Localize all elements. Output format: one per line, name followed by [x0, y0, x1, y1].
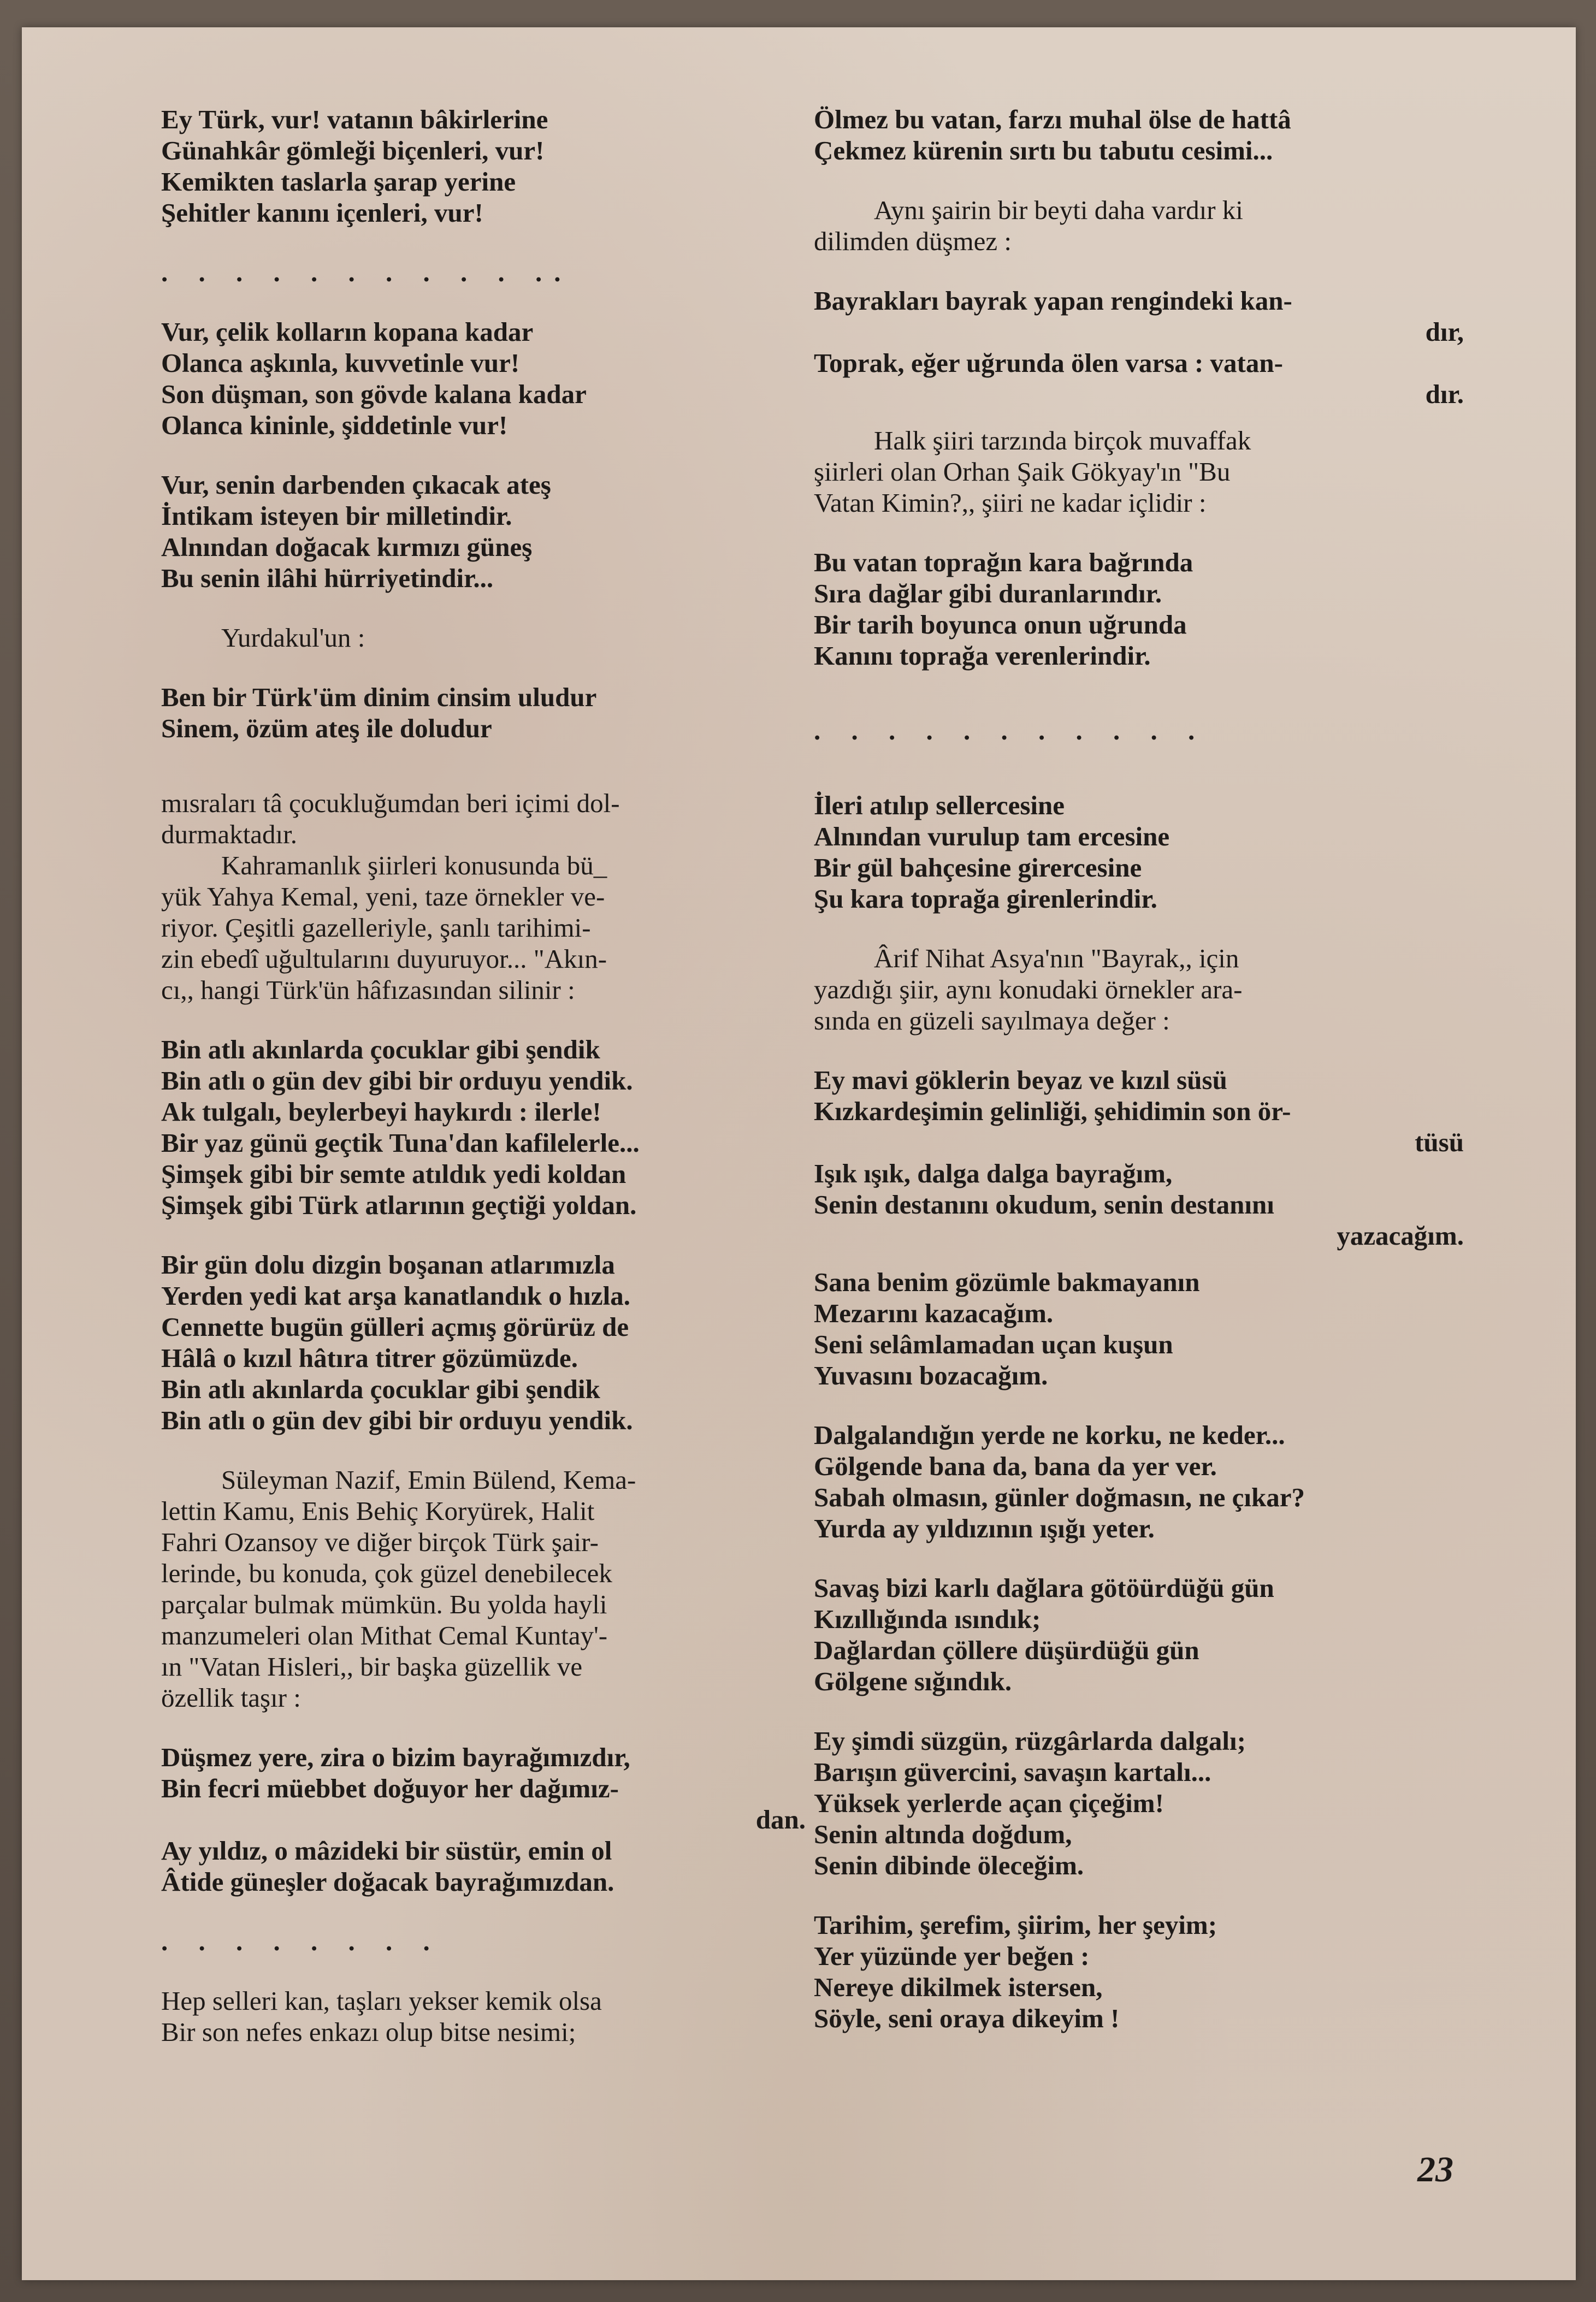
poem-line: Kızıllığında ısındık;: [814, 1604, 1041, 1634]
prose-line: özellik taşır :: [161, 1683, 301, 1713]
poem-line: Senin destanını okudum, senin destanını: [814, 1190, 1274, 1220]
poem-line: Bir gün dolu dizgin boşanan atlarımızla: [161, 1250, 615, 1280]
left-column: [161, 104, 806, 2047]
section-dots: . . . . . . . . . . ..: [161, 257, 573, 287]
poem-stanza: [161, 1985, 806, 2047]
poem-line: Ey mavi göklerin beyaz ve kızıl süsü: [814, 1065, 1227, 1095]
poem-stanza: [814, 547, 1464, 671]
poem-stanza: [814, 285, 1464, 410]
prose-line: Fahri Ozansoy ve diğer birçok Türk şair-: [161, 1527, 599, 1557]
poem-line: Yurda ay yıldızının ışığı yeter.: [814, 1513, 1155, 1543]
prose-line: yazdığı şiir, aynı konudaki örnekler ara-: [814, 974, 1243, 1004]
poem-line: Alnından vurulup tam ercesine: [814, 821, 1170, 851]
poem-stanza: [814, 1064, 1464, 1251]
prose-line: lettin Kamu, Enis Behiç Koryürek, Halit: [161, 1496, 595, 1526]
prose-line: ın "Vatan Hisleri,, bir başka güzellik ve: [161, 1652, 583, 1682]
poem-line: Bin fecri müebbet doğuyor her dağımız-: [161, 1773, 619, 1803]
poem-line: İntikam isteyen bir milletindir.: [161, 501, 512, 531]
prose-line: Yurdakul'un :: [221, 623, 365, 653]
poem-line: Hâlâ o kızıl hâtıra titrer gözümüzde.: [161, 1343, 578, 1373]
poem-line: Nereye dikilmek istersen,: [814, 1972, 1103, 2002]
poem-stanza: [814, 1725, 1464, 1881]
poem-line: Bin atlı o gün dev gibi bir orduyu yendik.: [161, 1066, 633, 1096]
poem-line: Gölgende bana da, bana da yer ver.: [814, 1451, 1217, 1481]
poem-stanza: [161, 104, 806, 228]
poem-line: Son düşman, son gövde kalana kadar: [161, 379, 587, 409]
poem-line: Çekmez kürenin sırtı bu tabutu cesimi...: [814, 135, 1273, 165]
prose-line: Ârif Nihat Asya'nın "Bayrak,, için: [874, 943, 1239, 973]
poem-line: Bir yaz günü geçtik Tuna'dan kafilelerle...: [161, 1128, 640, 1158]
poem-line: Senin dibinde öleceğim.: [814, 1850, 1084, 1880]
poem-line: Ölmez bu vatan, farzı muhal ölse de hattâ: [814, 104, 1291, 134]
poem-stanza: [814, 1572, 1464, 1697]
poem-line: tüsü: [1415, 1127, 1464, 1157]
poem-line: dır.: [1425, 379, 1464, 409]
right-column: [814, 104, 1464, 2034]
poem-line: Sinem, özüm ateş ile doludur: [161, 713, 492, 743]
poem-line: Şu kara toprağa girenlerindir.: [814, 884, 1157, 914]
poem-line: Dağlardan çöllere düşürdüğü gün: [814, 1635, 1199, 1665]
poem-line: Olanca kininle, şiddetinle vur!: [161, 410, 508, 440]
poem-line: Yerden yedi kat arşa kanatlandık o hızla.: [161, 1281, 630, 1311]
poem-line: Savaş bizi karlı dağlara götöürdüğü gün: [814, 1573, 1274, 1603]
poem-line: Seni selâmlamadan uçan kuşun: [814, 1329, 1173, 1359]
poem-line: Toprak, eğer uğrunda ölen varsa : vatan-: [814, 348, 1283, 378]
poem-line: İleri atılıp sellercesine: [814, 790, 1065, 820]
prose-paragraph: [814, 194, 1464, 257]
prose-line: manzumeleri olan Mithat Cemal Kuntay'-: [161, 1620, 608, 1650]
poem-line: yazacağım.: [1337, 1221, 1464, 1251]
poem-line: Hep selleri kan, taşları yekser kemik olsa: [161, 1986, 602, 2016]
prose-line: durmaktadır.: [161, 819, 298, 849]
poem-line: Bayrakları bayrak yapan rengindeki kan-: [814, 286, 1292, 316]
poem-line: Yüksek yerlerde açan çiçeğim!: [814, 1788, 1164, 1818]
prose-line: Vatan Kimin?,, şiiri ne kadar içlidir :: [814, 488, 1207, 518]
poem-stanza: [161, 682, 806, 744]
poem-line: Bin atlı akınlarda çocuklar gibi şendik: [161, 1374, 600, 1404]
prose-line: şiirleri olan Orhan Şaik Gökyay'ın "Bu: [814, 457, 1231, 487]
poem-line: Mezarını kazacağım.: [814, 1298, 1054, 1328]
poem-stanza: [161, 469, 806, 594]
poem-stanza: [161, 316, 806, 441]
poem-line: Söyle, seni oraya dikeyim !: [814, 2003, 1120, 2033]
poem-line: Vur, çelik kolların kopana kadar: [161, 317, 534, 347]
poem-line: Ey Türk, vur! vatanın bâkirlerine: [161, 104, 548, 134]
poem-line: Sana benim gözümle bakmayanın: [814, 1267, 1200, 1297]
poem-line: Âtide güneşler doğacak bayrağımızdan.: [161, 1867, 614, 1897]
section-dots: . . . . . . . .: [161, 1926, 442, 1956]
prose-line: Halk şiiri tarzında birçok muvaffak: [874, 425, 1251, 455]
poem-stanza: [814, 1909, 1464, 2034]
prose-line: Aynı şairin bir beyti daha vardır ki: [874, 195, 1243, 225]
poem-line: Tarihim, şerefim, şiirim, her şeyim;: [814, 1910, 1217, 1940]
poem-line: Ay yıldız, o mâzideki bir süstür, emin ol: [161, 1836, 612, 1866]
poem-line: Kanını toprağa verenlerindir.: [814, 641, 1151, 671]
poem-line: Şehitler kanını içenleri, vur!: [161, 198, 483, 228]
poem-line: Sabah olmasın, günler doğmasın, ne çıkar?: [814, 1482, 1305, 1512]
poem-line: Bu senin ilâhi hürriyetindir...: [161, 563, 494, 593]
poem-stanza: [814, 1267, 1464, 1391]
prose-line: Süleyman Nazif, Emin Bülend, Kema-: [221, 1465, 636, 1495]
prose-paragraph: [814, 943, 1464, 1036]
poem-line: Cennette bugün gülleri açmış görürüz de: [161, 1312, 629, 1342]
poem-line: Ak tulgalı, beylerbeyi haykırdı : ilerle!: [161, 1097, 601, 1127]
poem-line: Şimşek gibi Türk atlarının geçtiği yoldan.: [161, 1190, 637, 1220]
poem-line: dır,: [1425, 317, 1464, 347]
prose-line: parçalar bulmak mümkün. Bu yolda hayli: [161, 1589, 607, 1619]
poem-line: Günahkâr gömleği biçenleri, vur!: [161, 135, 545, 165]
prose-line: lerinde, bu konuda, çok güzel denebilecek: [161, 1558, 612, 1588]
poem-stanza: [161, 1249, 806, 1436]
poem-line: Kemikten taslarla şarap yerine: [161, 167, 516, 197]
prose-paragraph: [161, 622, 806, 653]
poem-stanza: [814, 790, 1464, 914]
page-number: 23: [1417, 2150, 1453, 2189]
prose-line: cı,, hangi Türk'ün hâfızasından silinir :: [161, 975, 575, 1005]
poem-line: Bir son nefes enkazı olup bitse nesimi;: [161, 2017, 576, 2047]
prose-line: dilimden düşmez :: [814, 226, 1012, 256]
poem-line: dan.: [755, 1804, 806, 1835]
poem-line: Barışın güvercini, savaşın kartalı...: [814, 1757, 1211, 1787]
poem-line: Bir tarih boyunca onun uğrunda: [814, 609, 1187, 640]
poem-line: Ey şimdi süzgün, rüzgârlarda dalgalı;: [814, 1726, 1246, 1756]
poem-stanza: [161, 1742, 806, 1897]
poem-line: Senin altında doğdum,: [814, 1819, 1072, 1849]
poem-line: Gölgene sığındık.: [814, 1666, 1012, 1696]
poem-line: Bir gül bahçesine girercesine: [814, 853, 1142, 883]
poem-line: Yer yüzünde yer beğen :: [814, 1941, 1090, 1971]
prose-line: yük Yahya Kemal, yeni, taze örnekler ve-: [161, 881, 605, 912]
poem-line: Bin atlı o gün dev gibi bir orduyu yendik.: [161, 1405, 633, 1435]
prose-line: riyor. Çeşitli gazelleriyle, şanlı tarihimi-: [161, 913, 591, 943]
poem-line: Bu vatan toprağın kara bağrında: [814, 547, 1193, 577]
poem-line: Alnından doğacak kırmızı güneş: [161, 532, 533, 562]
prose-line: mısraları tâ çocukluğumdan beri içimi dol-: [161, 788, 620, 818]
section-dots: . . . . . . . . . . .: [814, 715, 1207, 745]
prose-line: zin ebedî uğultularını duyuruyor... "Akın-: [161, 944, 607, 974]
poem-line: Ben bir Türk'üm dinim cinsim uludur: [161, 682, 597, 712]
poem-line: Şimşek gibi bir semte atıldık yedi koldan: [161, 1159, 626, 1189]
poem-stanza: [161, 1034, 806, 1221]
prose-line: sında en güzeli sayılmaya değer :: [814, 1005, 1170, 1035]
prose-line: Kahramanlık şiirleri konusunda bü_: [221, 850, 607, 880]
poem-line: Olanca aşkınla, kuvvetinle vur!: [161, 348, 520, 378]
prose-paragraph: [161, 1464, 806, 1713]
poem-line: Işık ışık, dalga dalga bayrağım,: [814, 1158, 1173, 1188]
poem-line: Dalgalandığın yerde ne korku, ne keder...: [814, 1420, 1285, 1450]
poem-line: Bin atlı akınlarda çocuklar gibi şendik: [161, 1034, 600, 1064]
poem-stanza: [814, 1419, 1464, 1544]
poem-line: Yuvasını bozacağım.: [814, 1360, 1048, 1390]
prose-paragraph: [814, 425, 1464, 518]
prose-paragraph: [161, 788, 806, 1005]
poem-line: Kızkardeşimin gelinliği, şehidimin son ör-: [814, 1096, 1291, 1126]
poem-line: Sıra dağlar gibi duranlarındır.: [814, 578, 1162, 608]
poem-line: Düşmez yere, zira o bizim bayrağımızdır,: [161, 1742, 630, 1772]
poem-line: Vur, senin darbenden çıkacak ateş: [161, 470, 551, 500]
poem-stanza: [814, 104, 1464, 166]
